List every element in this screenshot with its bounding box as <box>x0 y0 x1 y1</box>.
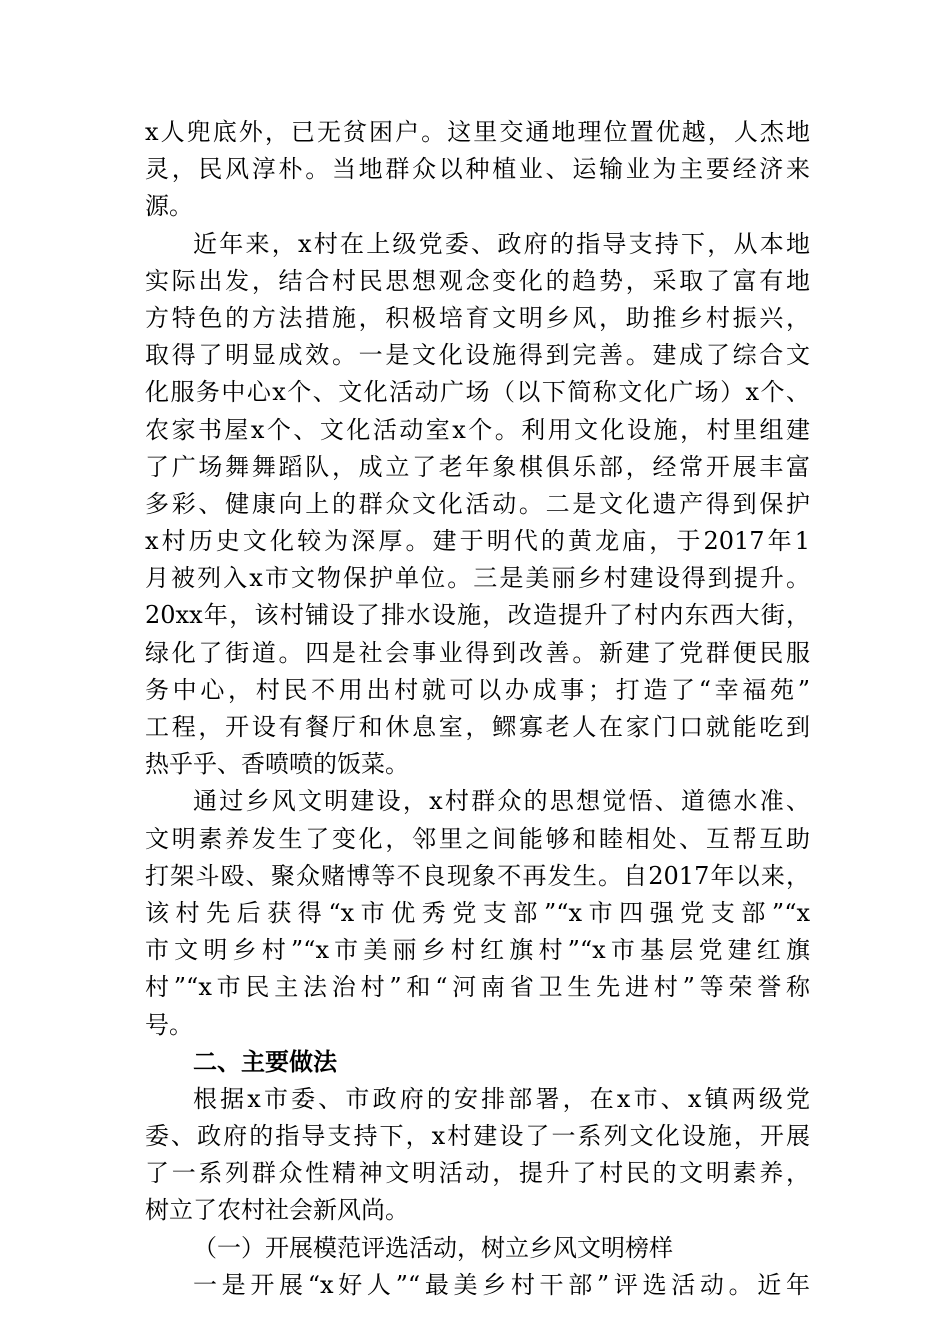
text-line: 市文明乡村”“x市美丽乡村红旗村”“x市基层党建红旗 <box>145 936 810 965</box>
text-line: 热乎乎、香喷喷的饭菜。 <box>145 750 409 779</box>
text-line: 近年来，x村在上级党委、政府的指导支持下，从本地 <box>193 229 810 258</box>
text-line: 该村先后获得“x市优秀党支部”“x市四强党支部”“x <box>145 898 810 927</box>
text-line: 化服务中心x个、文化活动广场（以下简称文化广场）x个、 <box>145 378 810 407</box>
text-line: 务中心，村民不用出村就可以办成事；打造了“幸福苑” <box>145 675 810 704</box>
document-page <box>145 114 810 1304</box>
subsection-heading: （一）开展模范评选活动，树立乡风文明榜样 <box>193 1233 673 1262</box>
text-line: 一是开展“x好人”“最美乡村干部”评选活动。近年 <box>193 1270 810 1299</box>
text-line: 多彩、健康向上的群众文化活动。二是文化遗产得到保护 <box>145 489 810 518</box>
text-line: 村”“x市民主法治村”和“河南省卫生先进村”等荣誉称 <box>145 973 810 1002</box>
section-heading: 二、主要做法 <box>193 1047 337 1076</box>
text-line: 方特色的方法措施，积极培育文明乡风，助推乡村振兴， <box>145 303 810 332</box>
text-line: 根据x市委、市政府的安排部署，在x市、x镇两级党 <box>193 1084 810 1113</box>
text-line: 通过乡风文明建设，x村群众的思想觉悟、道德水准、 <box>193 787 810 816</box>
text-line: 号。 <box>145 1010 193 1039</box>
text-line: 灵，民风淳朴。当地群众以种植业、运输业为主要经济来 <box>145 155 810 184</box>
text-line: 农家书屋x个、文化活动室x个。利用文化设施，村里组建 <box>145 415 810 444</box>
text-line: 工程，开设有餐厅和休息室，鳏寡老人在家门口就能吃到 <box>145 713 810 741</box>
text-line: 文明素养发生了变化，邻里之间能够和睦相处、互帮互助 <box>145 824 810 853</box>
text-line: 打架斗殴、聚众赌博等不良现象不再发生。自2017年以来， <box>145 861 810 890</box>
text-line: x人兜底外，已无贫困户。这里交通地理位置优越，人杰地 <box>145 118 810 146</box>
text-line: 月被列入x市文物保护单位。三是美丽乡村建设得到提升。 <box>145 564 810 593</box>
text-line: 源。 <box>145 192 193 221</box>
text-line: 树立了农村社会新风尚。 <box>145 1196 409 1225</box>
text-line: x村历史文化较为深厚。建于明代的黄龙庙，于2017年1 <box>145 527 810 556</box>
text-line: 取得了明显成效。一是文化设施得到完善。建成了综合文 <box>145 341 810 370</box>
text-line: 实际出发，结合村民思想观念变化的趋势，采取了富有地 <box>145 266 810 295</box>
text-line: 了一系列群众性精神文明活动，提升了村民的文明素养， <box>145 1159 810 1188</box>
text-line: 20xx年，该村铺设了排水设施，改造提升了村内东西大街， <box>145 601 810 630</box>
text-line: 委、政府的指导支持下，x村建设了一系列文化设施，开展 <box>145 1122 810 1151</box>
text-line: 绿化了街道。四是社会事业得到改善。新建了党群便民服 <box>145 638 810 667</box>
text-line: 了广场舞舞蹈队，成立了老年象棋俱乐部，经常开展丰富 <box>145 452 810 481</box>
